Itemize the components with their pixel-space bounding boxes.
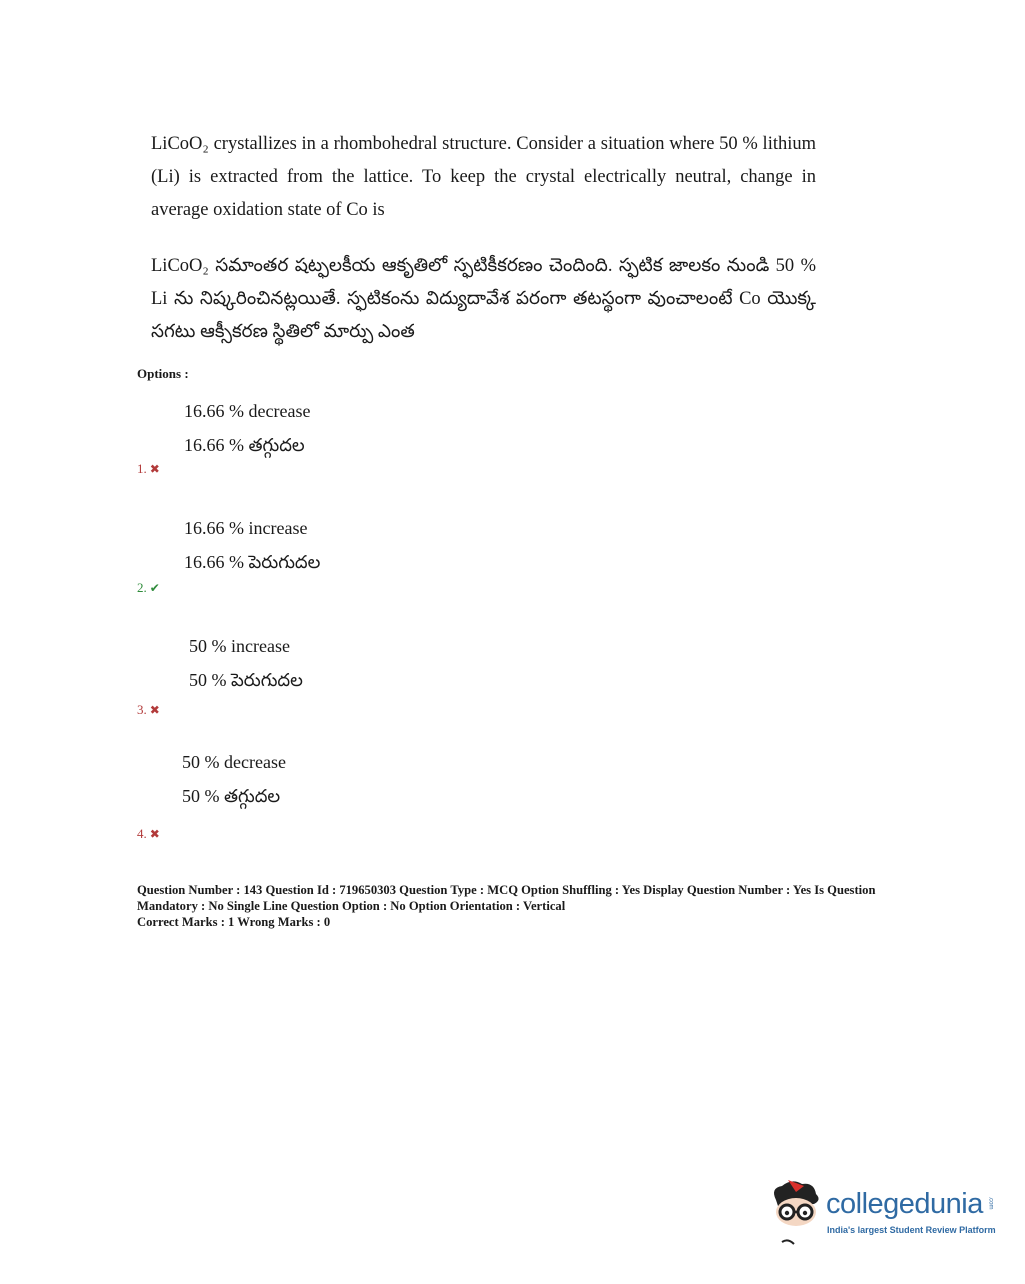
option-4-telugu: 50 % తగ్గుదల — [182, 786, 281, 806]
option-2-telugu: 16.66 % పెరుగుదల — [184, 552, 321, 572]
option-1-number — [137, 461, 160, 477]
option-3-number — [137, 702, 160, 718]
meta-line-1: Question Number : 143 Question Id : 719650303 Question Type : MCQ Option Shuffling : Yes Display Question Number : Yes Is Question Mandatory : No Single Line Question Option : No Option Orientation : Vertical — [137, 883, 876, 913]
wrong-cross-icon: ✖ — [149, 827, 160, 841]
option-number: 1. — [137, 461, 147, 476]
logo-tagline: India's largest Student Review Platform — [827, 1225, 996, 1235]
options-heading: Options : — [137, 366, 189, 381]
question-telugu: LiCoO₂ సమాంతర షట్ఫలకీయ ఆకృతిలో స్ఫటికీకరణం చెందింది. స్ఫటిక జాలకం నుండి 50 % Li ను నిష్కరించినట్లయితే. స్ఫటికంను విద్యుదావేశ పరంగా తటస్థంగా వుంచాలంటే Co యొక్క సగటు ఆక్సీకరణ స్థితిలో మార్పు ఎంత — [151, 256, 816, 342]
wrong-cross-icon: ✖ — [149, 462, 160, 476]
question-english: LiCoO₂ crystallizes in a rhombohedral structure. Consider a situation where 50 % lithium (Li) is extracted from the lattice. To keep the crystal electrically neutral, change in average oxidation state of Co is — [151, 134, 816, 220]
meta-line-2: Correct Marks : 1 Wrong Marks : 0 — [137, 915, 331, 929]
option-1-telugu: 16.66 % తగ్గుదల — [184, 435, 305, 455]
option-number: 4. — [137, 826, 147, 841]
option-number: 3. — [137, 702, 147, 717]
option-1-english: 16.66 % decrease — [184, 401, 311, 421]
option-number: 2. — [137, 580, 147, 595]
option-3-telugu: 50 % పెరుగుదల — [189, 670, 303, 690]
question-metadata — [137, 882, 912, 930]
option-3-english: 50 % increase — [189, 636, 290, 656]
wrong-cross-icon: ✖ — [149, 703, 160, 717]
option-2-english: 16.66 % increase — [184, 518, 308, 538]
option-2-number — [137, 580, 160, 596]
logo-domain: .com — [987, 1196, 994, 1210]
correct-check-icon: ✔ — [149, 581, 160, 595]
student-mascot-icon — [766, 1178, 826, 1248]
collegedunia-logo — [766, 1178, 996, 1248]
option-4-english: 50 % decrease — [182, 752, 286, 772]
logo-wordmark: collegedunia — [826, 1188, 983, 1220]
option-4-number — [137, 826, 160, 842]
